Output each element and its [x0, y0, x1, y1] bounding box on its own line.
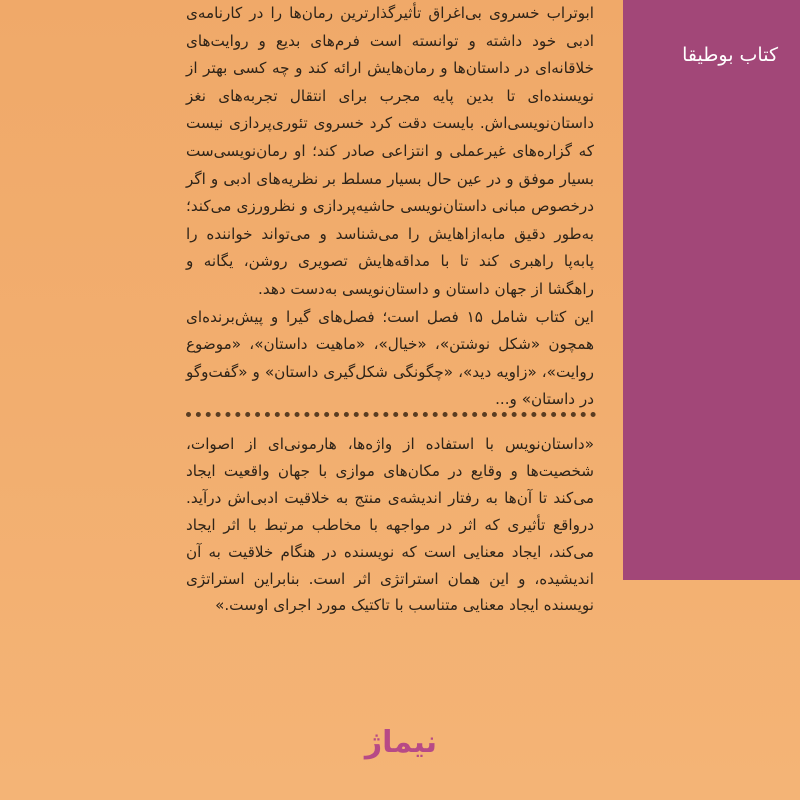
synopsis-paragraph-2: این کتاب شامل ۱۵ فصل است؛ فصل‌های گیرا و پیش‌برنده‌ای همچون «شکل نوشتن»، «خیال»، «ماهیت داستان»، «موضوع روایت»، «زاویه دید»، «چگونگی شکل‌گیری داستان» و «گفت‌وگو در داستان» و...	[186, 307, 594, 409]
quote-paragraph: «داستان‌نویس با استفاده از واژه‌ها، هارمونی‌ای از اصوات، شخصیت‌ها و وقایع در مکان‌های موازی با جهان واقعیت ایجاد می‌کند تا آن‌ها به رفتار اندیشه‌ی منتج به خلاقیت ادبی‌اش درآید. درواقع تأثیری که اثر در مواجهه با مخاطب مرتبط با اثر ایجاد می‌کند، ایجاد معنایی است که نویسنده در هنگام خلاقیت به آن اندیشیده، و این همان استراتژی اثر است. بنابراین استراتژی نویسنده ایجاد معنایی متناسب با تاکتیک مورد اجرای اوست.»	[186, 435, 594, 615]
series-label-box	[623, 0, 800, 580]
dotted-divider	[186, 412, 596, 417]
publisher-logo	[340, 722, 462, 762]
synopsis-paragraph-1: ابوتراب خسروی بی‌اغراق تأثیرگذارترین رمان‌ها را در کارنامه‌ی ادبی خود داشته و توانسته است فرم‌های بدیع و روایت‌های خلاقانه‌ای در داستان‌ها و رمان‌هایش ارائه کند و چه کسی بهتر از نویسنده‌ای تا بدین پایه مجرب برای انتقال تجربه‌های نغز داستان‌نویسی‌اش. بایست دقت کرد خسروی تئوری‌پردازی نیست که گزاره‌های غیرعملی و انتزاعی صادر کند؛ او رمان‌نویسی‌ست بسیار موفق و در عین حال بسیار مسلط بر نظریه‌های ادبی و اگر درخصوص مبانی داستان‌نویسی حاشیه‌پردازی و نظرورزی می‌کند؛ به‌طور دقیق مابه‌ازاهایش را می‌شناسد و می‌تواند خواننده را پابه‌پا راهبری کند تا با مداقه‌هایش تصویری روشن، یگانه و راهگشا از جهان داستان و داستان‌نویسی به‌دست دهد.	[186, 4, 594, 298]
synopsis-text	[186, 0, 594, 414]
series-title: کتاب بوطیقا	[682, 44, 778, 66]
publisher-logo-text: نیماژ	[364, 725, 438, 760]
quote-text	[186, 431, 594, 619]
